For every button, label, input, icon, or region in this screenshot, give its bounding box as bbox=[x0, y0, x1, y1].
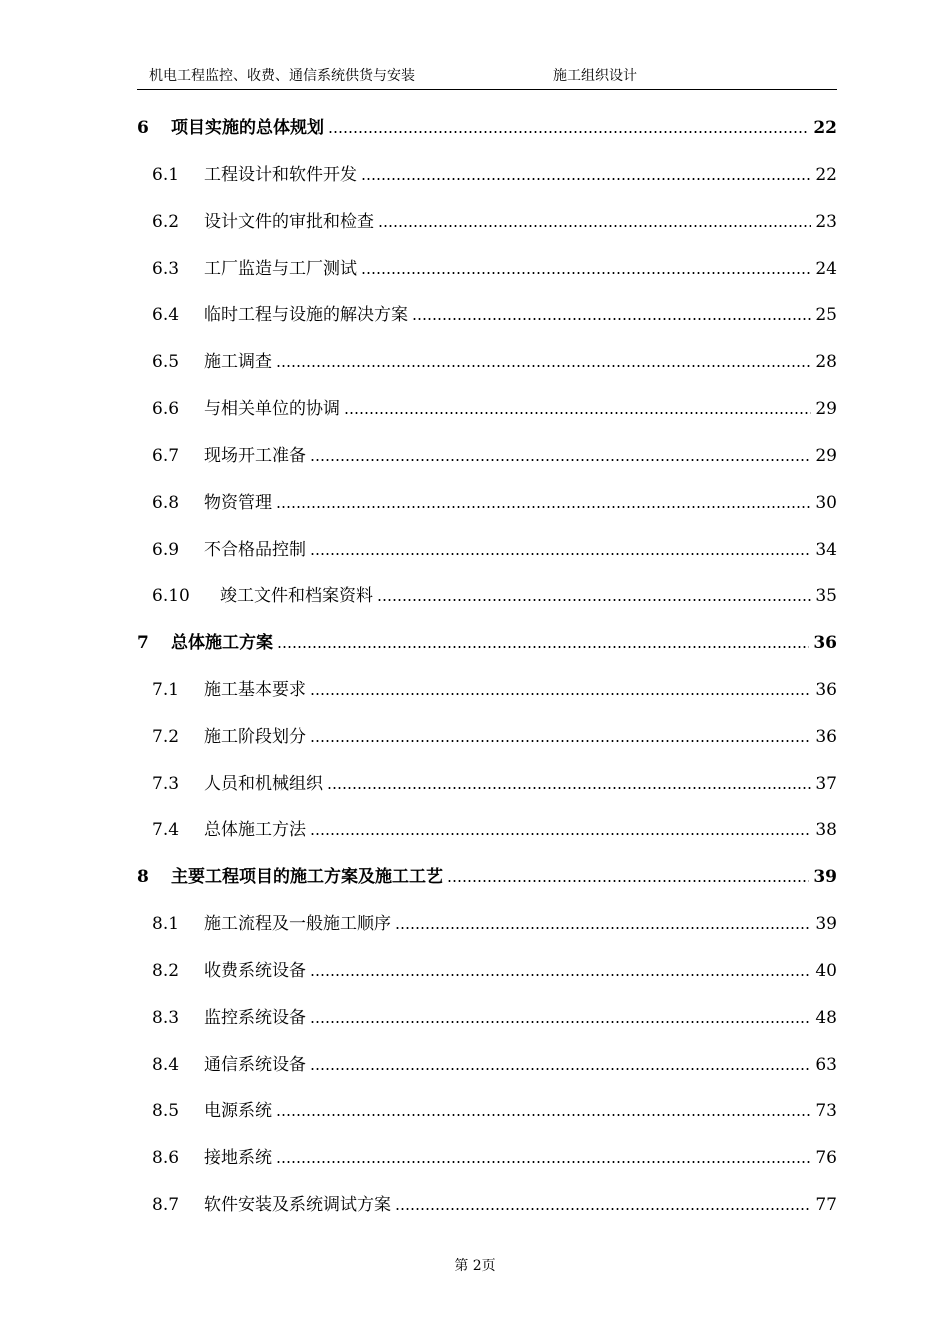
toc-entry-number: 8.6 bbox=[152, 1148, 180, 1168]
toc-entry-8[interactable] bbox=[137, 858, 837, 888]
toc-entry-6-7[interactable] bbox=[137, 437, 837, 467]
toc-entry-page: 37 bbox=[815, 774, 837, 794]
header-document-type: 施工组织设计 bbox=[553, 68, 637, 84]
toc-entry-8-6[interactable] bbox=[137, 1139, 837, 1169]
toc-entry-title: 通信系统设备 bbox=[204, 1055, 306, 1075]
toc-entry-title: 主要工程项目的施工方案及施工工艺 bbox=[171, 867, 443, 887]
toc-entry-page: 22 bbox=[815, 165, 837, 185]
dot-leader bbox=[327, 787, 811, 789]
toc-entry-8-1[interactable] bbox=[137, 905, 837, 935]
toc-entry-8-4[interactable] bbox=[137, 1046, 837, 1076]
toc-entry-6-8[interactable] bbox=[137, 484, 837, 514]
toc-entry-title: 临时工程与设施的解决方案 bbox=[204, 305, 408, 325]
toc-entry-title: 施工调查 bbox=[204, 352, 272, 372]
dot-leader bbox=[447, 880, 809, 882]
toc-entry-7-2[interactable] bbox=[137, 718, 837, 748]
toc-entry-page: 30 bbox=[815, 493, 837, 513]
dot-leader bbox=[310, 459, 811, 461]
toc-entry-number: 6 bbox=[137, 118, 149, 138]
toc-entry-number: 6.3 bbox=[152, 259, 180, 279]
toc-entry-title: 不合格品控制 bbox=[204, 540, 306, 560]
toc-entry-6-10[interactable] bbox=[137, 577, 837, 607]
toc-entry-title: 施工流程及一般施工顺序 bbox=[204, 914, 391, 934]
dot-leader bbox=[378, 225, 811, 227]
toc-entry-page: 35 bbox=[815, 586, 837, 606]
dot-leader bbox=[276, 1114, 811, 1116]
toc-entry-number: 6.1 bbox=[152, 165, 180, 185]
toc-entry-number: 6.4 bbox=[152, 305, 180, 325]
dot-leader bbox=[310, 833, 811, 835]
dot-leader bbox=[310, 693, 811, 695]
page-number: 第 2页 bbox=[454, 1258, 496, 1274]
toc-entry-6-9[interactable] bbox=[137, 531, 837, 561]
dot-leader bbox=[361, 272, 811, 274]
toc-entry-title: 人员和机械组织 bbox=[204, 774, 323, 794]
toc-entry-title: 施工阶段划分 bbox=[204, 727, 306, 747]
toc-entry-number: 6.10 bbox=[152, 586, 190, 606]
toc-entry-page: 73 bbox=[815, 1101, 837, 1121]
toc-entry-number: 8.3 bbox=[152, 1008, 180, 1028]
toc-entry-page: 23 bbox=[815, 212, 837, 232]
toc-entry-number: 8 bbox=[137, 867, 149, 887]
header-document-title: 机电工程监控、收费、通信系统供货与安装 bbox=[149, 68, 415, 84]
toc-entry-title: 现场开工准备 bbox=[204, 446, 306, 466]
toc-entry-number: 7.2 bbox=[152, 727, 180, 747]
toc-entry-number: 8.7 bbox=[152, 1195, 180, 1215]
toc-entry-7[interactable] bbox=[137, 624, 837, 654]
toc-entry-number: 6.8 bbox=[152, 493, 180, 513]
toc-entry-7-4[interactable] bbox=[137, 811, 837, 841]
toc-entry-title: 施工基本要求 bbox=[204, 680, 306, 700]
toc-entry-page: 48 bbox=[815, 1008, 837, 1028]
dot-leader bbox=[310, 1021, 811, 1023]
toc-entry-title: 接地系统 bbox=[204, 1148, 272, 1168]
toc-entry-title: 物资管理 bbox=[204, 493, 272, 513]
toc-entry-number: 6.9 bbox=[152, 540, 180, 560]
dot-leader bbox=[276, 1161, 811, 1163]
toc-entry-number: 8.4 bbox=[152, 1055, 180, 1075]
toc-entry-6-4[interactable] bbox=[137, 296, 837, 326]
toc-entry-page: 29 bbox=[815, 446, 837, 466]
dot-leader bbox=[395, 1208, 811, 1210]
toc-entry-page: 36 bbox=[815, 727, 837, 747]
toc-entry-page: 28 bbox=[815, 352, 837, 372]
toc-entry-page: 36 bbox=[815, 680, 837, 700]
dot-leader bbox=[310, 974, 811, 976]
dot-leader bbox=[377, 599, 811, 601]
toc-entry-title: 总体施工方法 bbox=[204, 820, 306, 840]
toc-entry-title: 工厂监造与工厂测试 bbox=[204, 259, 357, 279]
toc-entry-number: 7.1 bbox=[152, 680, 180, 700]
toc-entry-number: 8.2 bbox=[152, 961, 180, 981]
toc-entry-page: 22 bbox=[813, 118, 837, 138]
toc-entry-number: 7 bbox=[137, 633, 149, 653]
toc-entry-title: 收费系统设备 bbox=[204, 961, 306, 981]
toc-entry-number: 7.4 bbox=[152, 820, 180, 840]
dot-leader bbox=[310, 553, 811, 555]
toc-entry-8-2[interactable] bbox=[137, 952, 837, 982]
dot-leader bbox=[310, 740, 811, 742]
toc-entry-6-5[interactable] bbox=[137, 343, 837, 373]
toc-entry-page: 24 bbox=[815, 259, 837, 279]
toc-entry-number: 6.2 bbox=[152, 212, 180, 232]
dot-leader bbox=[328, 131, 809, 133]
dot-leader bbox=[310, 1068, 811, 1070]
toc-entry-title: 设计文件的审批和检查 bbox=[204, 212, 374, 232]
toc-entry-title: 工程设计和软件开发 bbox=[204, 165, 357, 185]
toc-entry-page: 25 bbox=[815, 305, 837, 325]
toc-entry-title: 竣工文件和档案资料 bbox=[220, 586, 373, 606]
dot-leader bbox=[276, 365, 811, 367]
dot-leader bbox=[361, 178, 811, 180]
toc-entry-page: 38 bbox=[815, 820, 837, 840]
toc-entry-8-5[interactable] bbox=[137, 1092, 837, 1122]
toc-entry-page: 77 bbox=[815, 1195, 837, 1215]
toc-entry-6-6[interactable] bbox=[137, 390, 837, 420]
dot-leader bbox=[395, 927, 811, 929]
toc-entry-6[interactable] bbox=[137, 109, 837, 139]
toc-entry-number: 8.5 bbox=[152, 1101, 180, 1121]
toc-entry-number: 6.5 bbox=[152, 352, 180, 372]
toc-entry-number: 6.7 bbox=[152, 446, 180, 466]
toc-entry-number: 6.6 bbox=[152, 399, 180, 419]
toc-entry-title: 电源系统 bbox=[204, 1101, 272, 1121]
toc-entry-page: 40 bbox=[815, 961, 837, 981]
toc-entry-7-1[interactable] bbox=[137, 671, 837, 701]
dot-leader bbox=[412, 318, 811, 320]
toc-entry-8-3[interactable] bbox=[137, 999, 837, 1029]
toc-entry-title: 项目实施的总体规划 bbox=[171, 118, 324, 138]
toc-entry-title: 软件安装及系统调试方案 bbox=[204, 1195, 391, 1215]
toc-entry-page: 76 bbox=[815, 1148, 837, 1168]
dot-leader bbox=[344, 412, 811, 414]
toc-entry-title: 监控系统设备 bbox=[204, 1008, 306, 1028]
toc-entry-number: 8.1 bbox=[152, 914, 180, 934]
toc-entry-title: 与相关单位的协调 bbox=[204, 399, 340, 419]
toc-entry-6-3[interactable] bbox=[137, 250, 837, 280]
toc-entry-page: 39 bbox=[813, 867, 837, 887]
toc-entry-page: 29 bbox=[815, 399, 837, 419]
toc-entry-6-1[interactable] bbox=[137, 156, 837, 186]
toc-entry-6-2[interactable] bbox=[137, 203, 837, 233]
toc-entry-page: 34 bbox=[815, 540, 837, 560]
toc-entry-7-3[interactable] bbox=[137, 765, 837, 795]
toc-entry-page: 39 bbox=[815, 914, 837, 934]
dot-leader bbox=[276, 506, 811, 508]
toc-entry-number: 7.3 bbox=[152, 774, 180, 794]
dot-leader bbox=[277, 646, 809, 648]
toc-entry-title: 总体施工方案 bbox=[171, 633, 273, 653]
toc-entry-page: 63 bbox=[815, 1055, 837, 1075]
toc-entry-8-7[interactable] bbox=[137, 1186, 837, 1216]
toc-entry-page: 36 bbox=[813, 633, 837, 653]
